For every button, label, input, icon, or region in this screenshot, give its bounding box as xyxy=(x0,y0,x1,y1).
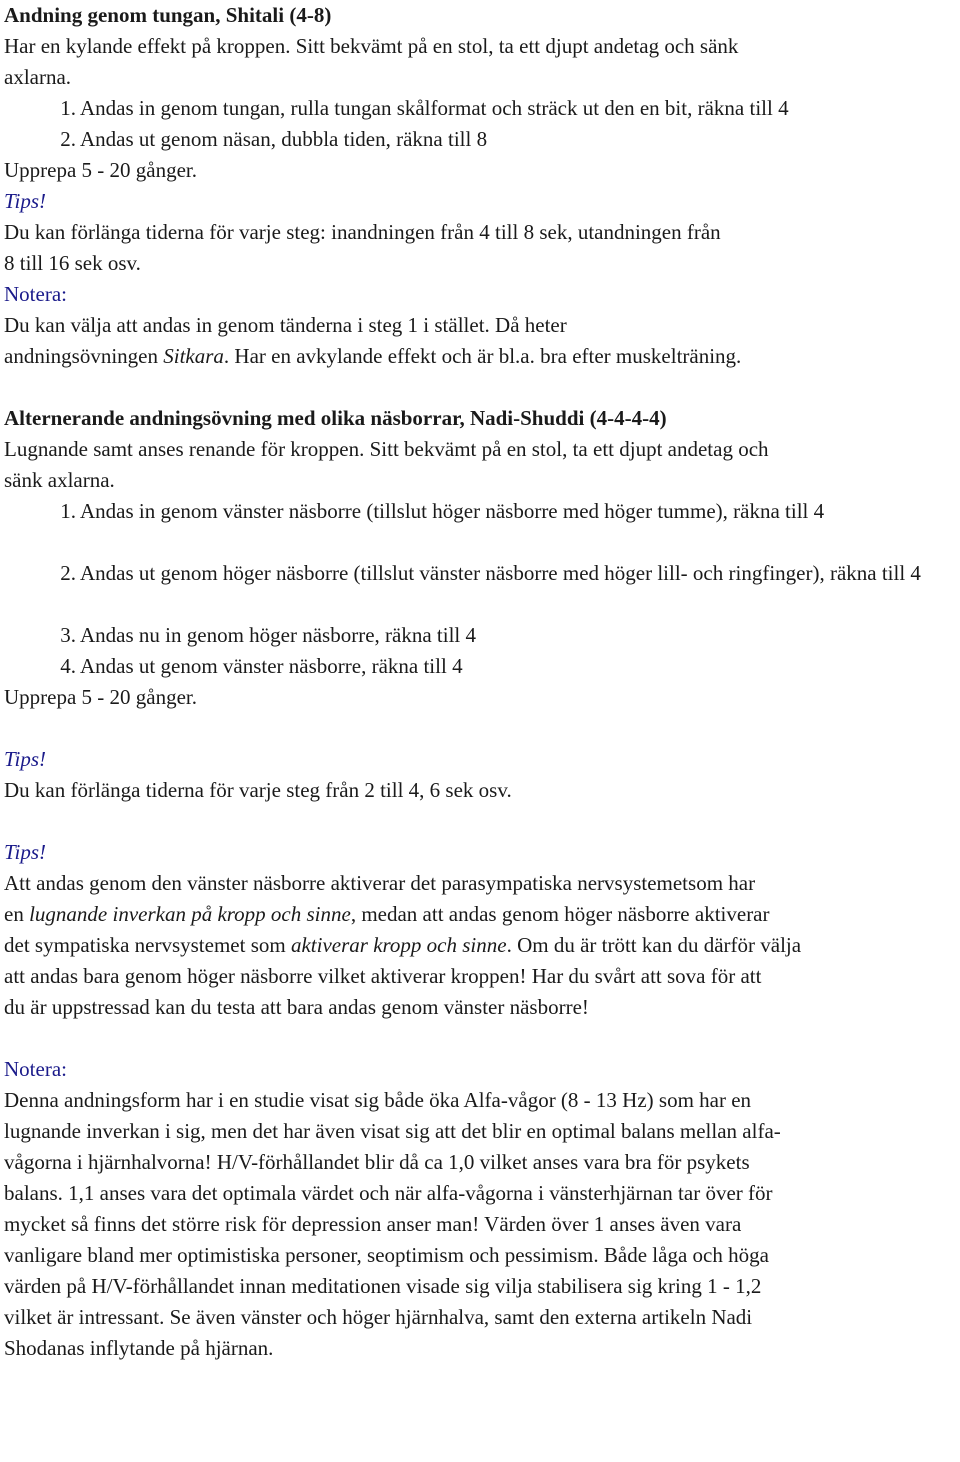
list-item xyxy=(4,496,956,558)
list-item xyxy=(4,124,956,155)
text-run: . Har en avkylande effekt och är bl.a. bra efter muskelträning. xyxy=(223,344,742,368)
tips-label: Tips! xyxy=(4,189,47,213)
list-item xyxy=(4,558,956,620)
text-run: det sympatiska nervsystemet som xyxy=(4,933,291,957)
list-number: 2. xyxy=(60,127,76,151)
note-label: Notera: xyxy=(4,1057,67,1081)
paragraph-line xyxy=(4,341,956,372)
paragraph-line xyxy=(4,930,956,961)
shitali-section xyxy=(4,0,956,372)
section-heading-shitali: Andning genom tungan, Shitali (4-8) xyxy=(4,3,332,27)
note-label: Notera: xyxy=(4,282,67,306)
italic-term: lugnande inverkan på kropp och sinne xyxy=(29,902,351,926)
repeat-line: Upprepa 5 - 20 gånger. xyxy=(4,158,198,182)
list-text: Andas ut genom näsan, dubbla tiden, räkna till 8 xyxy=(80,127,488,151)
paragraph-line: lugnande inverkan i sig, men det har även visat sig att det blir en optimal balans mellan alfa- xyxy=(4,1119,781,1143)
paragraph-spacer xyxy=(4,713,956,744)
italic-term: aktiverar kropp och sinne xyxy=(290,933,507,957)
list-item xyxy=(4,651,956,682)
paragraph-line: vanligare bland mer optimistiska personer, seoptimism och pessimism. Både låga och höga xyxy=(4,1243,769,1267)
paragraph-line: mycket så finns det större risk för depression anser man! Värden över 1 anses även vara xyxy=(4,1212,742,1236)
paragraph-line: vågorna i hjärnhalvorna! H/V-förhållandet blir då ca 1,0 vilket anses vara bra för psykets xyxy=(4,1150,750,1174)
paragraph-line: Har en kylande effekt på kroppen. Sitt bekvämt på en stol, ta ett djupt andetag och sänk xyxy=(4,34,739,58)
list-number: 3. xyxy=(60,623,76,647)
paragraph-line: balans. 1,1 anses vara det optimala värdet och när alfa-vågorna i vänsterhjärnan tar över för xyxy=(4,1181,773,1205)
tips-label: Tips! xyxy=(4,747,47,771)
list-text: Andas ut genom vänster näsborre, räkna till 4 xyxy=(80,654,463,678)
paragraph-line: vilket är intressant. Se även vänster och höger hjärnhalva, samt den externa artikeln Nadi xyxy=(4,1305,753,1329)
text-run: . Om du är trött kan du därför välja xyxy=(506,933,802,957)
list-item xyxy=(4,620,956,651)
nadi-section xyxy=(4,403,956,1364)
list-number: 1. xyxy=(60,499,76,523)
text-run: andningsövningen xyxy=(4,344,164,368)
paragraph-line: sänk axlarna. xyxy=(4,468,115,492)
section-heading-nadi: Alternerande andningsövning med olika näsborrar, Nadi-Shuddi (4-4-4-4) xyxy=(4,406,667,430)
list-text: Andas in genom tungan, rulla tungan skålformat och sträck ut den en bit, räkna till 4 xyxy=(80,96,789,120)
paragraph-spacer xyxy=(4,1023,956,1054)
text-run: en xyxy=(4,902,30,926)
steps-list-nadi xyxy=(4,496,956,682)
tips-label: Tips! xyxy=(4,840,47,864)
paragraph-line xyxy=(4,899,956,930)
list-number: 2. xyxy=(60,561,76,585)
paragraph-line: värden på H/V-förhållandet innan meditationen visade sig vilja stabilisera sig kring 1 - 1,2 xyxy=(4,1274,762,1298)
text-run: , medan att andas genom höger näsborre aktiverar xyxy=(350,902,770,926)
list-text: Andas ut genom höger näsborre (tillslut vänster näsborre med höger lill- och ringfinger), räkna till 4 xyxy=(80,561,921,585)
paragraph-line: Shodanas inflytande på hjärnan. xyxy=(4,1336,274,1360)
paragraph-line: 8 till 16 sek osv. xyxy=(4,251,141,275)
list-text: Andas nu in genom höger näsborre, räkna till 4 xyxy=(80,623,476,647)
paragraph-line: Lugnande samt anses renande för kroppen. Sitt bekvämt på en stol, ta ett djupt andetag och xyxy=(4,437,769,461)
paragraph-line: att andas bara genom höger näsborre vilket aktiverar kroppen! Har du svårt att sova för att xyxy=(4,964,762,988)
paragraph-spacer xyxy=(4,806,956,837)
repeat-line: Upprepa 5 - 20 gånger. xyxy=(4,685,198,709)
list-item xyxy=(4,93,956,124)
paragraph-line: axlarna. xyxy=(4,65,72,89)
italic-term: Sitkara xyxy=(163,344,224,368)
list-text: Andas in genom vänster näsborre (tillslut höger näsborre med höger tumme), räkna till 4 xyxy=(80,499,825,523)
list-number: 1. xyxy=(60,96,76,120)
paragraph-line: Att andas genom den vänster näsborre aktiverar det parasympatiska nervsystemetsom har xyxy=(4,871,756,895)
section-spacer xyxy=(4,372,956,403)
steps-list-shitali xyxy=(4,93,956,155)
list-number: 4. xyxy=(60,654,76,678)
paragraph-line: Du kan förlänga tiderna för varje steg: inandningen från 4 till 8 sek, utandningen från xyxy=(4,220,721,244)
paragraph-line: Denna andningsform har i en studie visat sig både öka Alfa-vågor (8 - 13 Hz) som har en xyxy=(4,1088,752,1112)
paragraph-line: du är uppstressad kan du testa att bara andas genom vänster näsborre! xyxy=(4,995,589,1019)
paragraph-line: Du kan förlänga tiderna för varje steg från 2 till 4, 6 sek osv. xyxy=(4,778,512,802)
paragraph-line: Du kan välja att andas in genom tänderna i steg 1 i stället. Då heter xyxy=(4,313,567,337)
